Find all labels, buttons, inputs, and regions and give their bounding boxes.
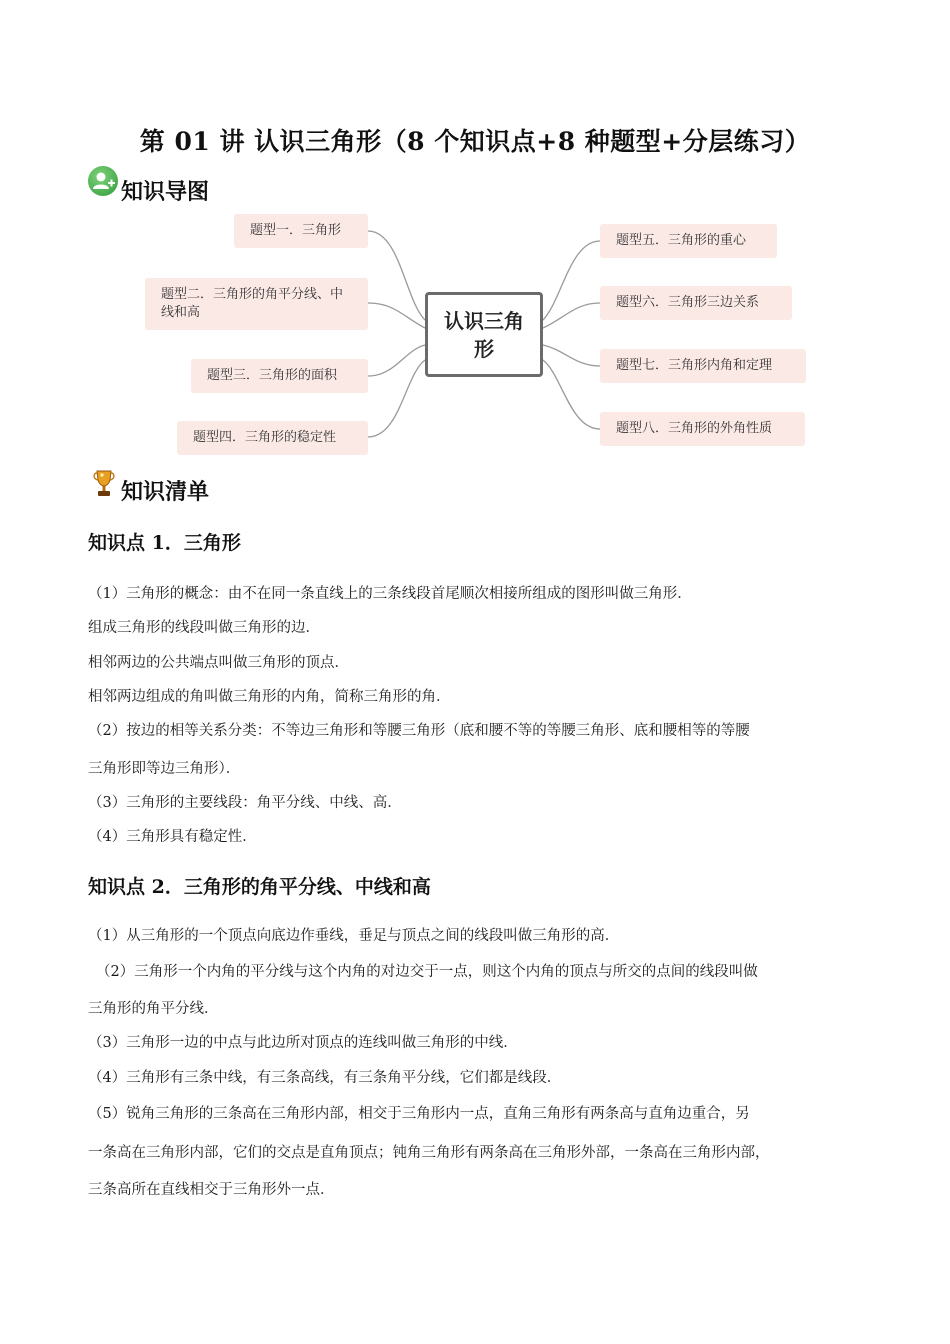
mindmap-node-type-2: 题型二．三角形的角平分线、中线和高 [145, 278, 368, 330]
mindmap-node-type-6: 题型六．三角形三边关系 [600, 286, 792, 320]
page-title: 第 01 讲 认识三角形（8 个知识点+8 种题型+分层练习） [139, 127, 811, 156]
connector-left-4 [368, 360, 425, 437]
kp1-line: 相邻两边的公共端点叫做三角形的顶点． [88, 655, 349, 671]
kp1-line: （2）按边的相等关系分类：不等边三角形和等腰三角形（底和腰不等的等腰三角形、底和腰相等的等腰 [88, 723, 750, 739]
mindmap-node-type-8: 题型八．三角形的外角性质 [600, 412, 805, 446]
mindmap-connectors [0, 0, 950, 470]
mindmap-center-node: 认识三角形 [425, 292, 543, 377]
mindmap-node-type-4: 题型四．三角形的稳定性 [177, 421, 368, 455]
kp2-heading: 知识点 2．三角形的角平分线、中线和高 [88, 876, 431, 898]
kp2-line: 三角形的角平分线． [88, 1001, 219, 1017]
kp1-line: （4）三角形具有稳定性． [88, 829, 257, 845]
kp2-line: 三条高所在直线相交于三角形外一点． [88, 1182, 335, 1198]
kp1-line: 相邻两边组成的角叫做三角形的内角，简称三角形的角． [88, 689, 451, 705]
mindmap-section-heading: 知识导图 [121, 179, 210, 205]
kp1-line: （3）三角形的主要线段：角平分线、中线、高． [88, 795, 402, 811]
connector-left-1 [368, 231, 425, 320]
kp1-line: 组成三角形的线段叫做三角形的边． [88, 620, 320, 636]
kp2-line: （4）三角形有三条中线，有三条高线，有三条角平分线，它们都是线段． [88, 1070, 562, 1086]
kp1-line: 三角形即等边三角形）． [88, 761, 241, 777]
connector-right-3 [543, 345, 600, 366]
mindmap-node-type-5: 题型五．三角形的重心 [600, 224, 777, 258]
mindmap-node-type-7: 题型七．三角形内角和定理 [600, 349, 806, 383]
kp2-line: （2）三角形一个内角的平分线与这个内角的对边交于一点，则这个内角的顶点与所交的点间的线段叫做 [96, 964, 758, 980]
kp2-line: （1）从三角形的一个顶点向底边作垂线，垂足与顶点之间的线段叫做三角形的高． [88, 928, 620, 944]
knowledge-list-heading: 知识清单 [121, 479, 210, 505]
connector-right-1 [543, 241, 600, 320]
trophy-icon [92, 468, 116, 498]
kp2-line: （3）三角形一边的中点与此边所对顶点的连线叫做三角形的中线． [88, 1035, 518, 1051]
mindmap-node-type-1: 题型一．三角形 [234, 214, 368, 248]
kp1-line: （1）三角形的概念：由不在同一条直线上的三条线段首尾顺次相接所组成的图形叫做三角形． [88, 586, 692, 602]
kp2-line: 一条高在三角形内部，它们的交点是直角顶点；钝角三角形有两条高在三角形外部，一条高在三角形内部， [88, 1145, 770, 1161]
kp2-line: （5）锐角三角形的三条高在三角形内部，相交于三角形内一点，直角三角形有两条高与直角边重合，另 [88, 1106, 750, 1122]
connector-right-4 [543, 360, 600, 429]
kp1-heading: 知识点 1．三角形 [88, 532, 241, 554]
mindmap-node-type-3: 题型三．三角形的面积 [191, 359, 368, 393]
